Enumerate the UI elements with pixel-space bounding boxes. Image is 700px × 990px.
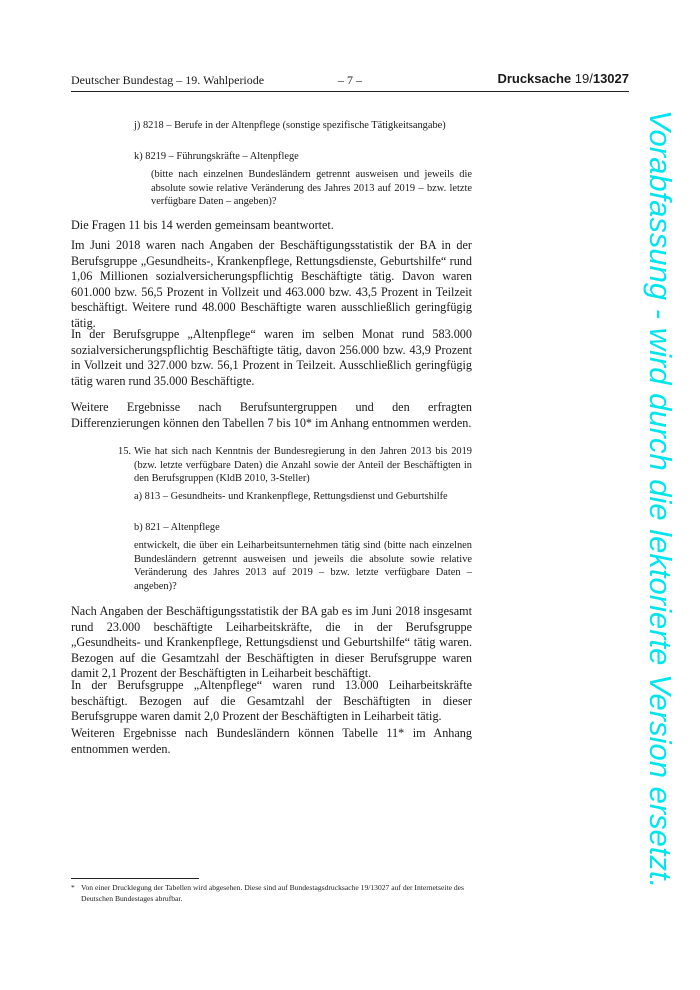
answer-15-paragraph-1: Nach Angaben der Beschäftigungsstatistik der BA gab es im Juni 2018 insgesamt rund 23.000 beschäftigte Leiharbeitskräfte, die in der Berufsgruppe „Gesundheits- und Krankenpflege, Rettungsdienst und Geburtshilfe“ tätig waren. Bezogen auf die Gesamtzahl der Beschäftigten in dieser Berufsgruppe waren damit 2,1 Prozent der Beschäftigten in Leiharbeit beschäftigt. (71, 604, 472, 681)
page-header (71, 72, 629, 90)
question-item-k: k) 8219 – Führungskräfte – Altenpflege (134, 151, 299, 162)
question-15-number: 15. (118, 446, 131, 457)
answer-paragraph-2: In der Berufsgruppe „Altenpflege“ waren im selben Monat rund 583.000 sozialversicherungspflichtig Beschäftigte tätig, davon 256.000 bzw. 43,9 Prozent in Vollzeit und 327.000 bzw. 56,1 Prozent in Teilzeit. Ausschließlich geringfügig tätig waren rund 35.000 Beschäftigte. (71, 327, 472, 388)
footnote-rule (71, 878, 199, 879)
header-drucksache-id: 13027 (592, 71, 629, 86)
header-parliament: Deutscher Bundestag – 19. Wahlperiode (71, 73, 265, 87)
answer-paragraph-3: Weitere Ergebnisse nach Berufsuntergruppen und den erfragten Differenzierungen können den Tabellen 7 bis 10* im Anhang entnommen werden. (71, 400, 472, 430)
header-document-number (497, 71, 629, 87)
question-15-item-a: a) 813 – Gesundheits- und Krankenpflege, Rettungsdienst und Geburtshilfe (134, 491, 448, 502)
header-rule (71, 91, 629, 92)
footnote-text: Von einer Drucklegung der Tabellen wird abgesehen. Diese sind auf Bundestagsdrucksache 19/13027 auf der Internetseite des Deutschen Bundestages abrufbar. (81, 883, 464, 903)
answer-paragraph-1: Im Juni 2018 waren nach Angaben der Beschäftigungsstatistik der BA in der Berufsgruppe „Gesundheits-, Krankenpflege, Rettungsdienste, Geburtshilfe“ rund 1,06 Millionen sozialversicherungspflichtig Beschäftigte tätig. Davon waren 601.000 bzw. 56,5 Prozent in Vollzeit und 463.000 bzw. 43,5 Prozent in Teilzeit beschäftigt. Weitere rund 48.000 Beschäftigte waren ausschließlich geringfügig tätig. (71, 238, 472, 330)
footnote-mark: * (71, 883, 75, 892)
answer-intro: Die Fragen 11 bis 14 werden gemeinsam beantwortet. (71, 218, 334, 232)
header-page-number: – 7 – (338, 73, 362, 87)
question-note: (bitte nach einzelnen Bundesländern getrennt ausweisen und jeweils die absolute sowie relative Veränderung des Jahres 2013 auf 2019 – bzw. letzte verfügbare Daten – angeben)? (151, 169, 472, 207)
question-15-note: entwickelt, die über ein Leiharbeitsunternehmen tätig sind (bitte nach einzelnen Bundesländern getrennt ausweisen und jeweils die absolute sowie relative Veränderung des Jahres 2013 auf 2019 – bzw. letzte verfügbare Daten – angeben)? (134, 540, 472, 592)
question-item-j: j) 8218 – Berufe in der Altenpflege (sonstige spezifische Tätigkeitsangabe) (134, 120, 446, 131)
question-15-text: Wie hat sich nach Kenntnis der Bundesregierung in den Jahren 2013 bis 2019 (bzw. letzte verfügbare Daten) die Anzahl sowie der Anteil der Beschäftigten in den Berufsgruppen (KldB 2010, 3-Steller) (134, 446, 472, 484)
draft-watermark: Vorabfassung - wird durch die lektorierte Version ersetzt. (643, 110, 678, 889)
answer-15-paragraph-2: In der Berufsgruppe „Altenpflege“ waren rund 13.000 Leiharbeitskräfte beschäftigt. Bezogen auf die Gesamtzahl der Beschäftigten in dieser Berufsgruppe waren damit 2,0 Prozent der Beschäftigten in Leiharbeit tätig. (71, 678, 472, 724)
header-drucksache-prefix: 19/ (571, 71, 593, 86)
question-15-item-b: b) 821 – Altenpflege (134, 522, 220, 533)
header-drucksache-label: Drucksache (497, 71, 572, 86)
answer-15-paragraph-3: Weiteren Ergebnisse nach Bundesländern können Tabelle 11* im Anhang entnommen werden. (71, 726, 472, 756)
footnote (71, 883, 472, 904)
